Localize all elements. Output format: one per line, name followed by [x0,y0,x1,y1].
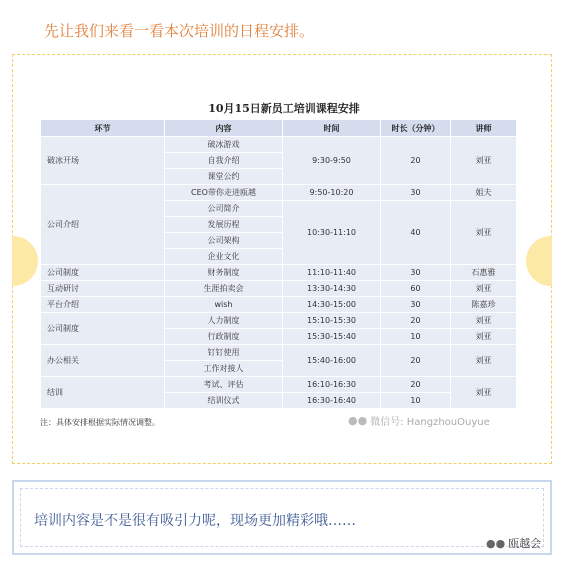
footer-text: 培训内容是不是很有吸引力呢，现场更加精彩哦…… [34,513,356,529]
content-cell: 考试、评估 [165,377,283,393]
table-note: 注：具体安排根据实际情况调整。 [40,418,160,427]
lecturer-cell: 刘亚 [451,281,517,297]
content-cell: 公司简介 [165,201,283,217]
table-header-row [41,120,517,137]
time-cell: 10:30-11:10 [283,201,381,265]
table-row [41,265,517,281]
table-row [41,345,517,361]
col-header-duration: 时长（分钟） [381,120,451,137]
content-cell: 工作对接人 [165,361,283,377]
col-header-content: 内容 [165,120,283,137]
col-header-lecturer: 讲师 [451,120,517,137]
time-cell: 9:50-10:20 [283,185,381,201]
duration-cell: 10 [381,393,451,409]
duration-cell: 20 [381,137,451,185]
lecturer-cell: 陈嘉珍 [451,297,517,313]
duration-cell: 20 [381,345,451,377]
content-cell: 课堂公约 [165,169,283,185]
time-cell: 16:10-16:30 [283,377,381,393]
time-cell: 14:30-15:00 [283,297,381,313]
duration-cell: 40 [381,201,451,265]
duration-cell: 10 [381,329,451,345]
table-row [41,185,517,201]
table-row [41,281,517,297]
stage-cell: 公司制度 [41,265,165,281]
content-cell: 生涯拍卖会 [165,281,283,297]
stage-cell: 办公相关 [41,345,165,377]
duration-cell: 20 [381,377,451,393]
duration-cell: 20 [381,313,451,329]
time-cell: 9:30-9:50 [283,137,381,185]
col-header-time: 时间 [283,120,381,137]
time-cell: 13:30-14:30 [283,281,381,297]
watermark-text: 微信号: HangzhouOuyue [370,417,490,428]
table-row [41,297,517,313]
duration-cell: 60 [381,281,451,297]
table-row [41,377,517,393]
content-cell: 企业文化 [165,249,283,265]
content-cell: 钉钉使用 [165,345,283,361]
stage-cell: 公司制度 [41,313,165,345]
content-cell: 结训仪式 [165,393,283,409]
content-cell: CEO带你走进瓯越 [165,185,283,201]
stage-cell: 互动研讨 [41,281,165,297]
time-cell: 16:30-16:40 [283,393,381,409]
lecturer-cell: 石惠雅 [451,265,517,281]
lecturer-cell: 姐夫 [451,185,517,201]
duration-cell: 30 [381,185,451,201]
col-header-stage: 环节 [41,120,165,137]
stage-cell: 公司介绍 [41,185,165,265]
table-title: 10月15日新员工培训课程安排 [208,102,360,115]
lecturer-cell: 刘亚 [451,137,517,185]
content-cell: wish [165,297,283,313]
content-cell: 人力制度 [165,313,283,329]
time-cell: 11:10-11:40 [283,265,381,281]
lecturer-cell: 刘亚 [451,329,517,345]
stage-cell: 结训 [41,377,165,409]
content-cell: 财务制度 [165,265,283,281]
section-heading: 先让我们来看一看本次培训的日程安排。 [44,22,315,40]
time-cell: 15:40-16:00 [283,345,381,377]
content-cell: 发展历程 [165,217,283,233]
content-cell: 自我介绍 [165,153,283,169]
content-cell: 公司架构 [165,233,283,249]
content-cell: 行政制度 [165,329,283,345]
lecturer-cell: 刘亚 [451,377,517,409]
content-cell: 破冰游戏 [165,137,283,153]
duration-cell: 30 [381,297,451,313]
stage-cell: 平台介绍 [41,297,165,313]
lecturer-cell: 刘亚 [451,201,517,265]
table-row [41,313,517,329]
lecturer-cell: 刘亚 [451,313,517,329]
time-cell: 15:30-15:40 [283,329,381,345]
brand-watermark [486,535,541,551]
brand-text: 瓯越会 [508,537,542,550]
wechat-watermark [348,413,490,428]
table-row [41,137,517,153]
wechat-icon: ●● [348,414,368,427]
lecturer-cell: 刘亚 [451,345,517,377]
stage-cell: 破冰开场 [41,137,165,185]
wechat-icon: ●● [486,536,506,550]
schedule-table [40,119,517,409]
time-cell: 15:10-15:30 [283,313,381,329]
duration-cell: 30 [381,265,451,281]
